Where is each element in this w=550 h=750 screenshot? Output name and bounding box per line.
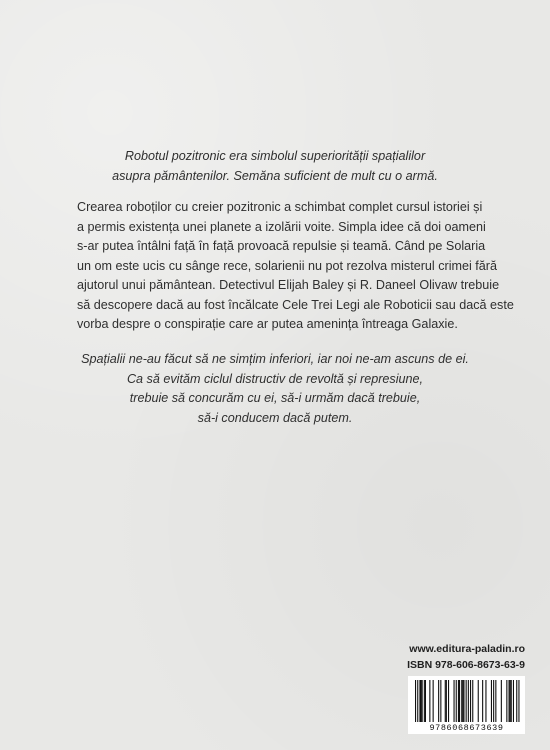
barcode-bar	[456, 680, 457, 722]
synopsis-line: s-ar putea întâlni față în față provoacă repulsie și teamă. Când pe Solaria	[77, 239, 486, 253]
barcode-bar	[448, 680, 449, 722]
barcode-bar	[516, 680, 517, 722]
barcode-bars	[408, 676, 525, 724]
barcode-bar	[415, 680, 416, 722]
closing-line: trebuie să concurăm cu ei, să-i urmăm dacă trebuie,	[129, 391, 421, 405]
barcode-bar	[509, 680, 510, 722]
barcode-bar	[454, 680, 455, 722]
barcode-bar	[466, 680, 467, 722]
barcode-bar	[472, 680, 473, 722]
barcode-bar	[421, 680, 422, 722]
barcode-bar	[461, 680, 462, 722]
synopsis-line: a permis existența unei planete a izolării voite. Simpla idee că doi oameni	[77, 219, 486, 234]
barcode-bar	[501, 680, 502, 722]
barcode-bar	[478, 680, 479, 722]
barcode-bar	[518, 680, 519, 722]
closing-line: Ca să evităm ciclul distructiv de revoltă și represiune,	[126, 371, 424, 386]
barcode-bar	[419, 680, 420, 722]
barcode-bar	[445, 680, 446, 722]
barcode-bar	[417, 680, 418, 722]
barcode-bar	[482, 680, 483, 722]
barcode-bar	[470, 680, 471, 722]
barcode-bar	[458, 680, 459, 722]
barcode-bar	[495, 680, 496, 722]
synopsis-line: un om este ucis cu sânge rece, solarienii nu pot rezolva misterul crimei fără	[77, 258, 497, 273]
barcode-bar	[440, 680, 441, 722]
barcode-bar	[485, 680, 486, 722]
barcode-bar	[446, 680, 447, 722]
isbn-barcode	[408, 676, 525, 734]
synopsis-paragraph	[77, 198, 514, 335]
barcode-bar	[468, 680, 469, 722]
barcode-bar	[422, 680, 423, 722]
barcode-bar	[491, 680, 492, 722]
barcode-bar	[511, 680, 512, 722]
barcode-number: 9786068673639	[429, 723, 504, 733]
synopsis-line: ajutorul unui pământean. Detectivul Elijah Baley și R. Daneel Olivaw trebuie	[77, 278, 500, 292]
synopsis-line: Crearea roboților cu creier pozitronic a schimbat complet cursul istoriei și	[77, 200, 483, 214]
barcode-bar	[433, 680, 434, 722]
barcode-bar	[463, 680, 464, 722]
barcode-bar	[513, 680, 514, 722]
barcode-bar	[424, 680, 425, 722]
publisher-website: www.editura-paladin.ro	[409, 643, 525, 655]
isbn-label: ISBN 978-606-8673-63-9	[407, 659, 525, 671]
intro-line: Robotul pozitronic era simbolul superiorității spațialilor	[124, 149, 426, 163]
synopsis-line: să descopere dacă au fost încălcate Cele Trei Legi ale Roboticii sau dacă este	[77, 297, 514, 312]
barcode-bar	[462, 680, 463, 722]
barcode-bar	[425, 680, 426, 722]
barcode-bar	[429, 680, 430, 722]
intro-quote	[40, 146, 510, 186]
closing-line: Spațialii ne-au făcut să ne simțim inferiori, iar noi ne-am ascuns de ei.	[81, 352, 469, 366]
intro-line: asupra pământenilor. Semăna suficient de mult cu o armă.	[112, 169, 438, 183]
barcode-bar	[506, 680, 507, 722]
barcode-bar	[438, 680, 439, 722]
closing-line: să-i conducem dacă putem.	[197, 410, 353, 425]
barcode-bar	[493, 680, 494, 722]
barcode-bar	[459, 680, 460, 722]
synopsis-line: vorba despre o conspirație care ar putea amenința întreaga Galaxie.	[77, 317, 458, 331]
barcode-bar	[510, 680, 511, 722]
closing-quote	[40, 350, 510, 428]
